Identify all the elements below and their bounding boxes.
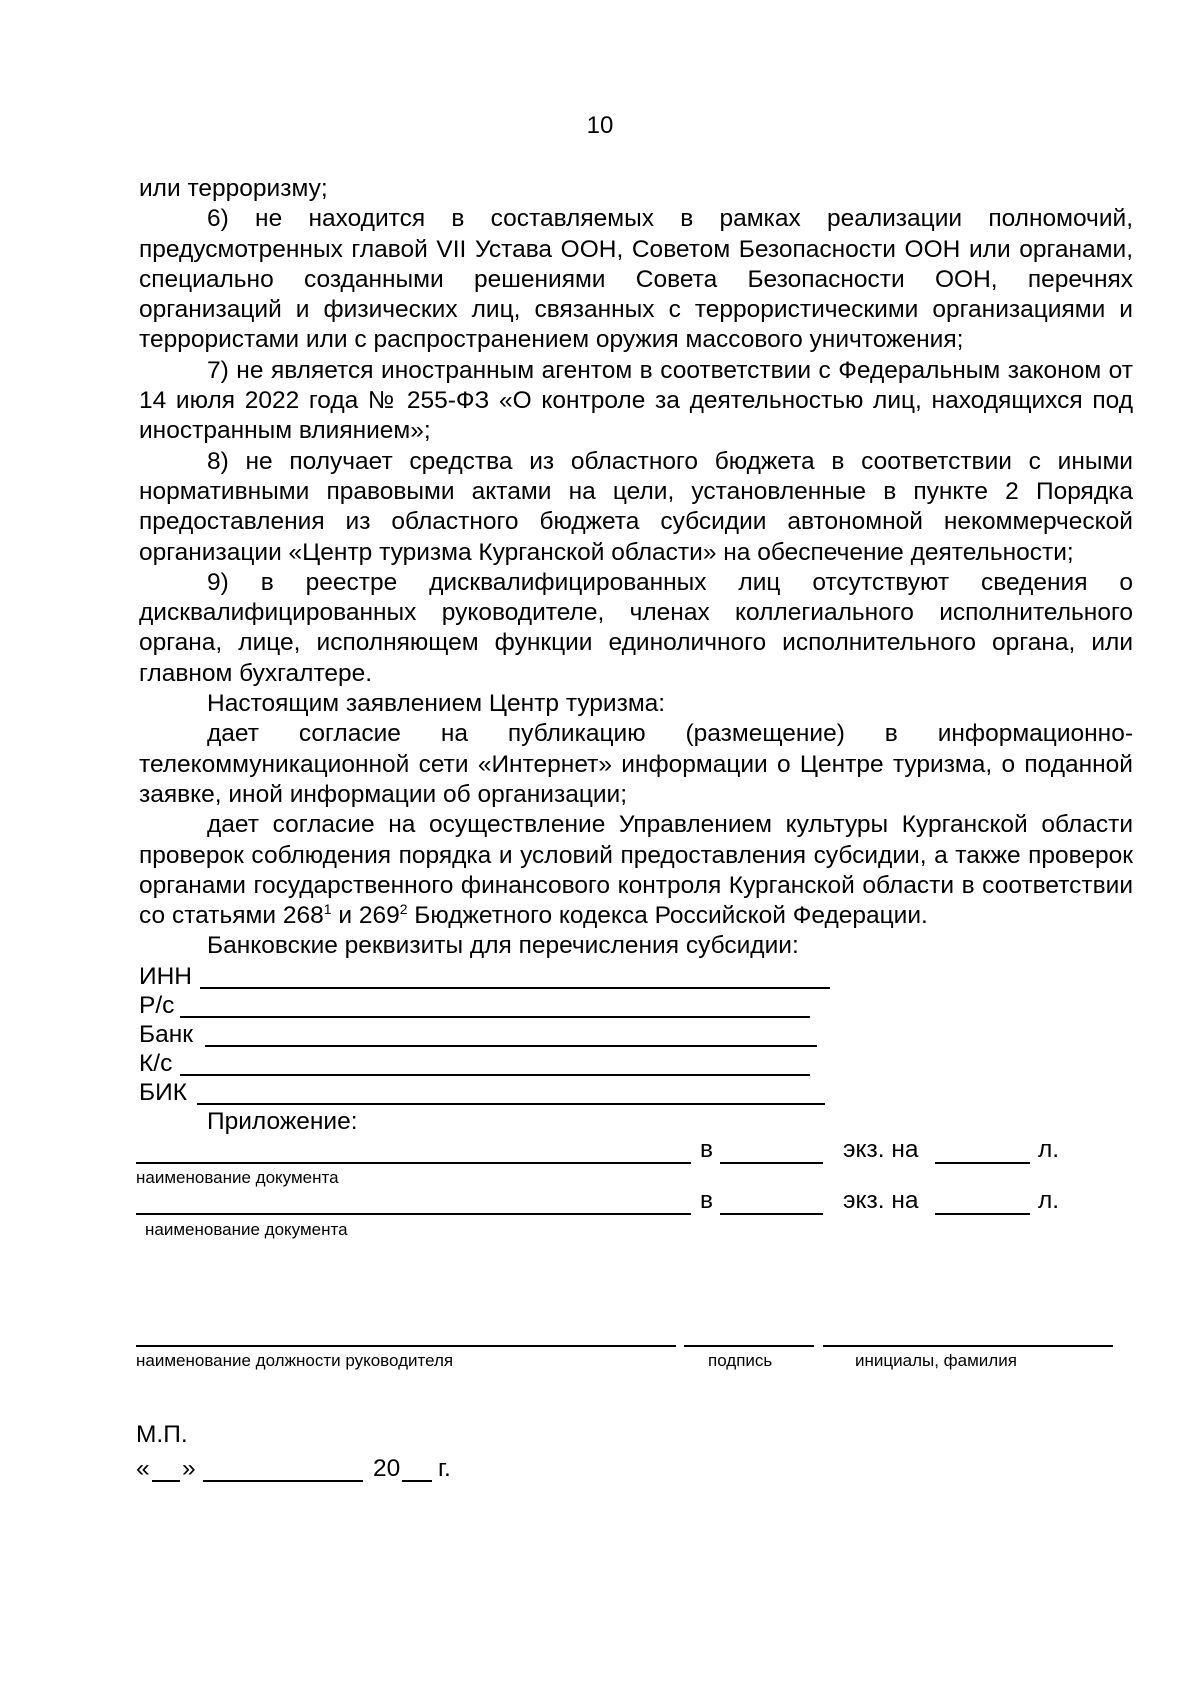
- article-superscript-1: 1: [323, 901, 332, 918]
- rs-label: Р/с: [139, 992, 175, 1019]
- full-name-field[interactable]: [823, 1345, 1113, 1347]
- signature-caption: подпись: [708, 1351, 773, 1370]
- paragraph-item-9: 9) в реестре дисквалифицированных лиц отсутствуют сведения о дисквалифицированных руководителе, членах коллегиального исполнительного органа, лице, исполняющем функции единоличного исполнительного органа, или главном бухгалтере.: [139, 568, 1133, 687]
- consent-text-part3: Бюджетного кодекса Российской Федерации.: [407, 902, 928, 930]
- bik-field[interactable]: [197, 1103, 825, 1105]
- signature-field[interactable]: [684, 1345, 814, 1347]
- attachment-heading: Приложение:: [207, 1108, 358, 1135]
- paragraph-terrorism-end: или терроризму;: [139, 175, 328, 202]
- date-year-suffix: г.: [438, 1455, 451, 1482]
- attachment-2-sheets-field[interactable]: [935, 1213, 1030, 1215]
- attachment-2-caption: наименование документа: [145, 1220, 348, 1239]
- consent-text-part2: и 269: [331, 902, 400, 930]
- attachment-2-copies-field[interactable]: [720, 1213, 823, 1215]
- date-month-field[interactable]: [203, 1480, 363, 1482]
- attachment-2-in-label: в: [700, 1187, 714, 1214]
- attachment-1-copies-label: экз. на: [843, 1136, 919, 1163]
- bank-field[interactable]: [205, 1045, 817, 1047]
- paragraph-consent-inspection: [139, 810, 1133, 931]
- position-field[interactable]: [136, 1345, 676, 1347]
- date-quote-open: «: [136, 1455, 150, 1482]
- bank-label: Банк: [139, 1021, 193, 1048]
- ks-field[interactable]: [180, 1074, 810, 1076]
- attachment-1-in-label: в: [700, 1136, 714, 1163]
- page-number: 10: [586, 112, 614, 139]
- paragraph-item-8: 8) не получает средства из областного бюджета в соответствии с иными нормативными правовыми актами на цели, установленные в пункте 2 Порядка предоставления из областного бюджета субсидии автономной некоммерческой организации «Центр туризма Курганской области» на обеспечение деятельности;: [139, 447, 1133, 566]
- paragraph-consent-publication: дает согласие на публикацию (размещение) в информационно-телекоммуникационной сети «Интернет» информации о Центре туризма, о поданной заявке, иной информации об организации;: [139, 720, 1133, 808]
- article-superscript-2: 2: [399, 901, 408, 918]
- date-day-field[interactable]: [152, 1480, 180, 1482]
- date-year-prefix: 20: [373, 1455, 401, 1482]
- paragraph-item-7: 7) не является иностранным агентом в соответствии с Федеральным законом от 14 июля 2022 года № 255-ФЗ «О контроле за деятельностью лиц, находящихся под иностранным влиянием»;: [139, 356, 1133, 445]
- stamp-place-label: М.П.: [136, 1421, 188, 1448]
- date-quote-close: »: [182, 1455, 196, 1482]
- paragraph-item-6: 6) не находится в составляемых в рамках реализации полномочий, предусмотренных главой VII Устава ООН, Советом Безопасности ООН или органами, специально созданными решениями Совета Безопасности ООН, перечнях организаций и физических лиц, связанных с террористическими организациями и террористами или с распространением оружия массового уничтожения;: [139, 205, 1133, 354]
- consent-text-part1: дает согласие на осуществление Управлением культуры Курганской области проверок соблюдения порядка и условий предоставления субсидии, а также проверок органами государственного финансового контроля Курганской области в соответствии со статьями 268: [139, 811, 1133, 930]
- position-caption: наименование должности руководителя: [136, 1351, 454, 1370]
- attachment-1-sheets-label: л.: [1038, 1136, 1060, 1163]
- attachment-1-copies-field[interactable]: [720, 1162, 823, 1164]
- attachment-2-sheets-label: л.: [1038, 1187, 1060, 1214]
- bik-label: БИК: [139, 1079, 187, 1106]
- inn-field[interactable]: [200, 987, 830, 989]
- attachment-2-copies-label: экз. на: [843, 1187, 919, 1214]
- paragraph-statement-intro: Настоящим заявлением Центр туризма:: [207, 690, 666, 718]
- rs-field[interactable]: [180, 1016, 810, 1018]
- full-name-caption: инициалы, фамилия: [855, 1351, 1017, 1370]
- bank-details-heading: Банковские реквизиты для перечисления субсидии:: [207, 932, 799, 960]
- attachment-2-name-field[interactable]: [136, 1213, 691, 1215]
- ks-label: К/с: [139, 1050, 173, 1077]
- date-year-field[interactable]: [402, 1480, 432, 1482]
- inn-label: ИНН: [139, 963, 192, 990]
- attachment-1-name-field[interactable]: [136, 1162, 691, 1164]
- attachment-1-caption: наименование документа: [136, 1168, 339, 1187]
- document-body: [139, 174, 1133, 962]
- attachment-1-sheets-field[interactable]: [935, 1162, 1030, 1164]
